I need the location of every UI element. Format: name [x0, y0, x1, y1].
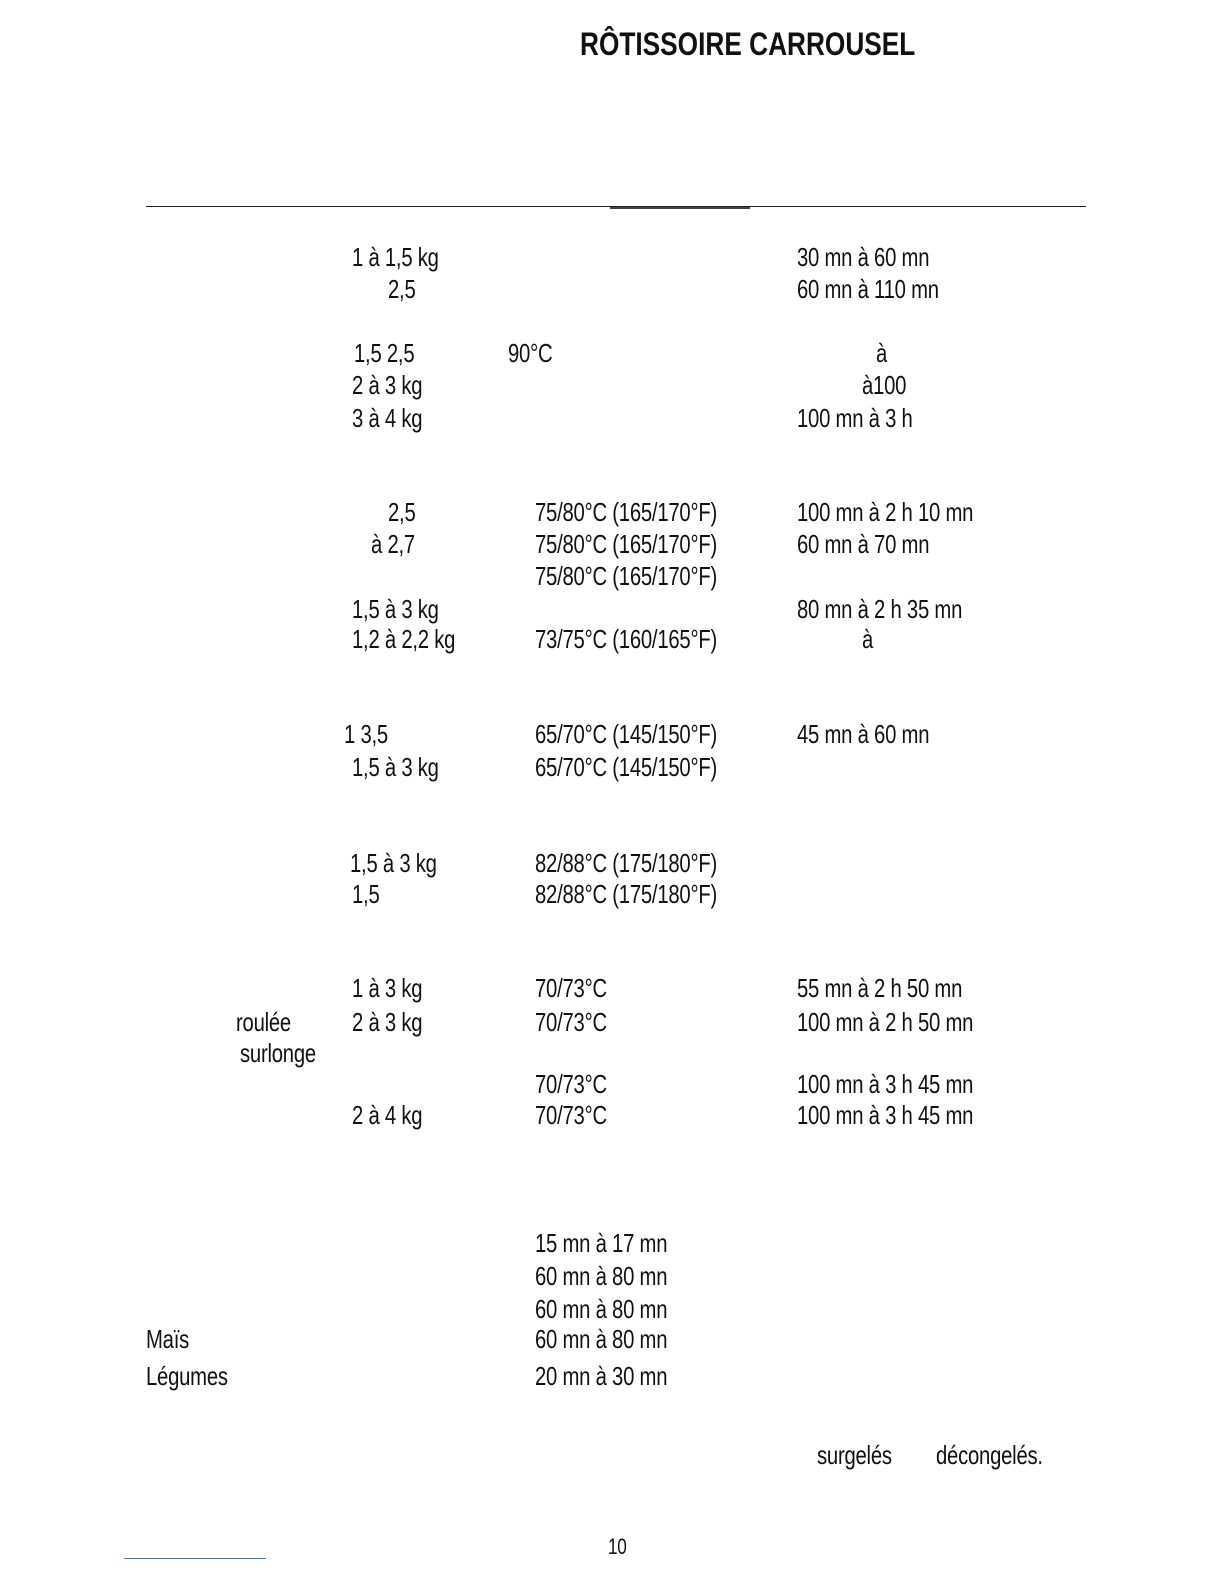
temp-cell: 82/88°C (175/180°F) — [535, 879, 718, 909]
time-cell: 60 mn à 110 mn — [797, 274, 939, 304]
weight-cell: 1,5 à 3 kg — [352, 594, 439, 624]
weight-cell: 1,5 — [352, 879, 380, 909]
time-cell: 100 mn à 2 h 10 mn — [797, 497, 974, 527]
time-cell: 100 mn à 2 h 50 mn — [797, 1007, 974, 1037]
weight-cell: 1,5 à 3 kg — [352, 752, 439, 782]
temp-cell: 65/70°C (145/150°F) — [535, 719, 718, 749]
vegetable-time: 15 mn à 17 mn — [535, 1228, 668, 1258]
weight-cell: 1 3,5 — [344, 719, 388, 749]
weight-cell: 1,5 à 3 kg — [350, 848, 437, 878]
time-cell: 100 mn à 3 h 45 mn — [797, 1100, 974, 1130]
time-cell: à — [862, 624, 874, 654]
weight-cell: 2 à 3 kg — [352, 370, 423, 400]
time-cell: 60 mn à 70 mn — [797, 529, 930, 559]
time-cell: 45 mn à 60 mn — [797, 719, 930, 749]
time-cell: 55 mn à 2 h 50 mn — [797, 973, 963, 1003]
cut-label: surlonge — [240, 1038, 316, 1068]
weight-cell: 1 à 1,5 kg — [352, 242, 439, 272]
time-cell: 80 mn à 2 h 35 mn — [797, 594, 963, 624]
weight-cell: 2,5 — [388, 274, 416, 304]
time-cell: 100 mn à 3 h 45 mn — [797, 1069, 974, 1099]
temp-cell: 90°C — [508, 338, 553, 368]
temp-cell: 73/75°C (160/165°F) — [535, 624, 718, 654]
weight-cell: 1,5 2,5 — [354, 338, 415, 368]
vegetable-name: Légumes — [146, 1361, 228, 1391]
vegetable-time: 60 mn à 80 mn — [535, 1294, 668, 1324]
temp-cell: 75/80°C (165/170°F) — [535, 497, 718, 527]
vegetable-time: 20 mn à 30 mn — [535, 1361, 668, 1391]
temp-cell: 70/73°C — [535, 1100, 607, 1130]
weight-cell: 3 à 4 kg — [352, 403, 423, 433]
time-cell: à — [876, 338, 888, 368]
vegetable-time: 60 mn à 80 mn — [535, 1261, 668, 1291]
temp-cell: 75/80°C (165/170°F) — [535, 561, 718, 591]
vegetable-time: 60 mn à 80 mn — [535, 1324, 668, 1354]
temp-cell: 82/88°C (175/180°F) — [535, 848, 718, 878]
page-number: 10 — [608, 1534, 627, 1559]
weight-cell: 1,2 à 2,2 kg — [352, 624, 456, 654]
time-cell: 100 mn à 3 h — [797, 403, 913, 433]
vegetable-name: Maïs — [146, 1324, 190, 1354]
weight-cell: 2 à 4 kg — [352, 1100, 423, 1130]
temp-cell: 70/73°C — [535, 973, 607, 1003]
page-title: RÔTISSOIRE CARROUSEL — [580, 26, 916, 62]
footer-rule — [124, 1558, 266, 1559]
temp-cell: 75/80°C (165/170°F) — [535, 529, 718, 559]
temp-cell: 70/73°C — [535, 1007, 607, 1037]
weight-cell: 2,5 — [388, 497, 416, 527]
weight-cell: 2 à 3 kg — [352, 1007, 423, 1037]
time-cell: 30 mn à 60 mn — [797, 242, 930, 272]
cut-label: roulée — [236, 1007, 291, 1037]
header-rule-mark — [610, 207, 750, 209]
time-cell: à100 — [862, 370, 907, 400]
note-frozen: surgelés — [817, 1440, 892, 1470]
weight-cell: à 2,7 — [371, 529, 415, 559]
weight-cell: 1 à 3 kg — [352, 973, 423, 1003]
temp-cell: 65/70°C (145/150°F) — [535, 752, 718, 782]
temp-cell: 70/73°C — [535, 1069, 607, 1099]
note-thawed: décongelés. — [936, 1440, 1043, 1470]
